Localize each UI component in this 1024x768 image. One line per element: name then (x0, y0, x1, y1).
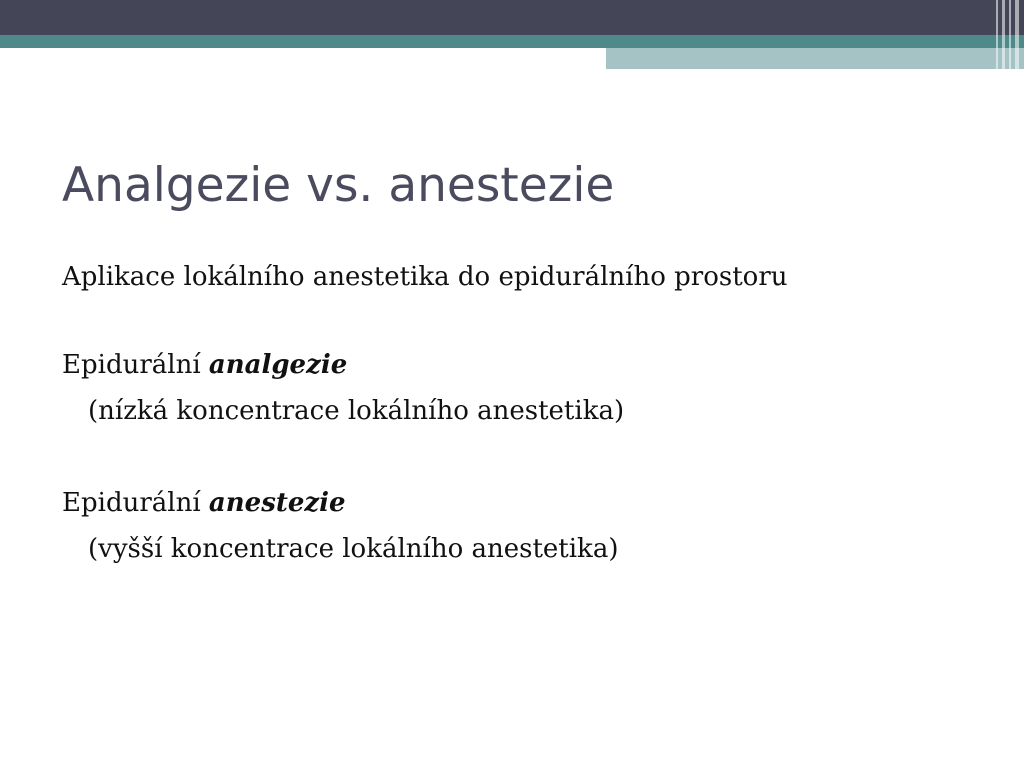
anesthesia-note: (vyšší koncentrace lokálního anestetika) (88, 534, 619, 564)
anesthesia-term: anestezie (208, 488, 346, 518)
header-bar-accent (606, 48, 1024, 69)
anesthesia-heading (62, 488, 346, 518)
header-bar-dark (0, 0, 1024, 35)
anesthesia-prefix: Epidurální (62, 488, 209, 518)
intro-text: Aplikace lokálního anestetika do epidurálního prostoru (62, 262, 788, 292)
analgesia-prefix: Epidurální (62, 350, 209, 380)
header-bar-teal (0, 35, 1024, 48)
analgesia-term: analgezie (208, 350, 348, 380)
analgesia-heading (62, 350, 347, 380)
slide-title: Analgezie vs. anestezie (62, 158, 615, 213)
header-stripes-decoration (992, 0, 1024, 69)
analgesia-note: (nízká koncentrace lokálního anestetika) (88, 396, 625, 426)
